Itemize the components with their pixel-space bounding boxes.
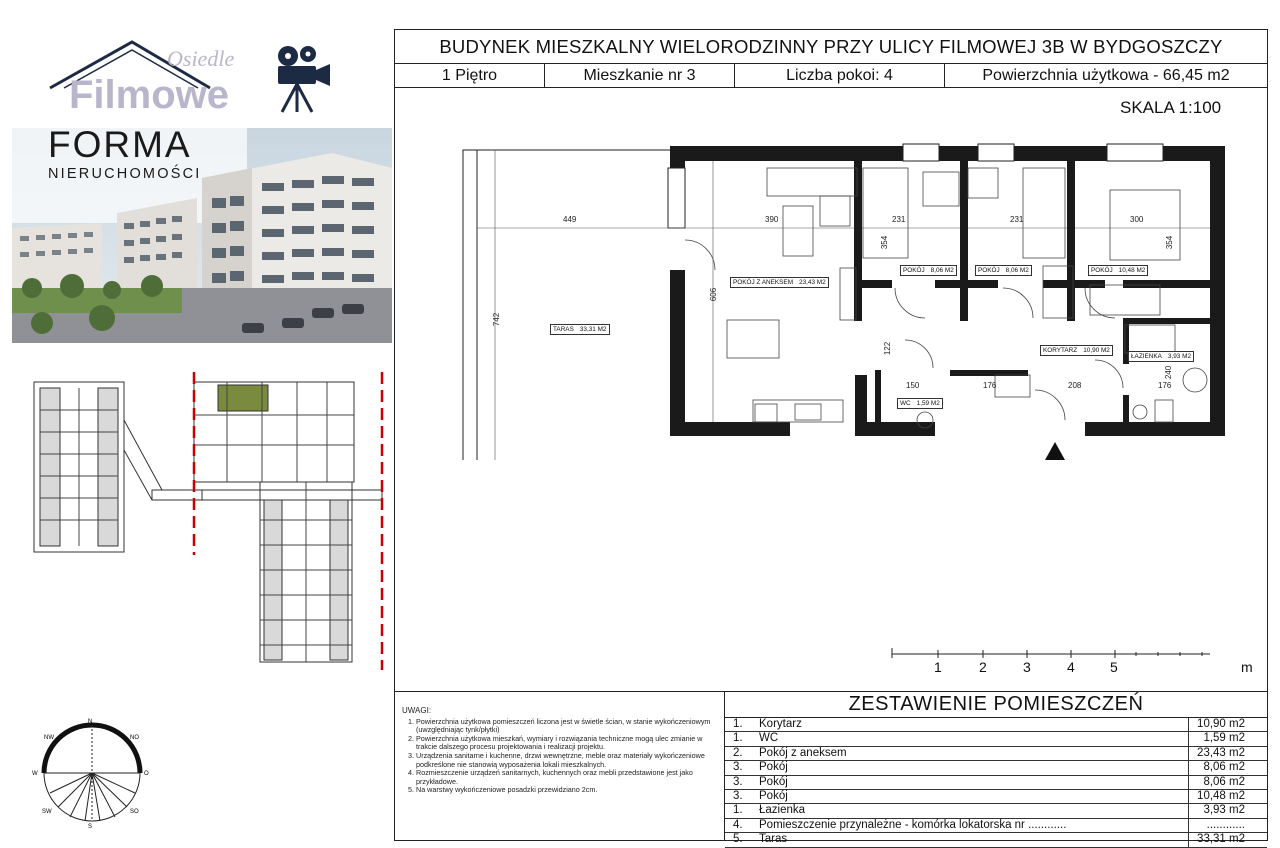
scale-tick-4: 4 (1067, 659, 1075, 675)
entrance-arrow-icon (1045, 442, 1065, 460)
compass-rose (30, 715, 160, 830)
note-item: 2. Powierzchnia użytkowa mieszkań, wymiary i rozwiązania techniczne mogą ulec zmianie w trakcie dalszego procesu projektowania i realizacji projektu. (416, 735, 712, 752)
logo (12, 28, 392, 128)
room-label-living: POKÓJ Z ANEKSEM 23,43 M2 (730, 277, 829, 288)
dim-hall-w1: 176 (983, 381, 997, 390)
compass-ne: NO (130, 735, 139, 741)
note-item: 5. Na warstwy wykończeniowe posadzki przewidziano 2cm. (416, 786, 712, 795)
apartment-label: Mieszkanie nr 3 (545, 64, 735, 87)
company-name: FORMA (48, 124, 192, 165)
dim-bath-h: 240 (1164, 365, 1174, 380)
dim-wc-w: 150 (906, 381, 920, 390)
logo-osiedle-text: Osiedle (167, 46, 235, 71)
note-item: 3. Urządzenia sanitarne i kuchenne, drzwi wewnętrzne, meble oraz materiały wykończeniowe podkreślone nie stanowią wyposażenia lokali mieszkalnych. (416, 752, 712, 769)
compass-nw: NW (44, 735, 54, 741)
dim-r3-h: 354 (1165, 235, 1175, 250)
compass-n: N (88, 719, 93, 725)
apartment-highlight (218, 385, 268, 411)
logo-filmowe-text: Filmowe (69, 73, 230, 117)
area-label: Powierzchnia użytkowa - 66,45 m2 (982, 66, 1230, 84)
room-label-hall: KORYTARZ 10,90 M2 (1040, 345, 1113, 356)
document-title: BUDYNEK MIESZKALNY WIELORODZINNY PRZY ULICY FILMOWEJ 3B W BYDGOSZCZY (395, 30, 1267, 64)
dim-hall-w2: 208 (1068, 381, 1082, 390)
floor-plan (395, 120, 1267, 460)
notes-heading: UWAGI: (402, 706, 432, 715)
compass-s: S (88, 824, 93, 830)
outer-walls (670, 146, 1225, 436)
header-info-row (395, 64, 1267, 88)
dim-hall-h: 122 (883, 341, 893, 356)
dim-living-h: 606 (709, 287, 719, 302)
room-label-terrace: TARAS 33,31 M2 (550, 324, 610, 335)
table-row: 3. Pokój 8,06 m2 (725, 761, 1267, 775)
terrace (463, 150, 670, 460)
compass-w: W (32, 771, 38, 777)
note-item: 4. Rozmieszczenie urządzeń sanitarnych, kuchennych oraz mebli przedstawione jest jako przykładowe. (416, 769, 712, 786)
table-row: 4. Pomieszczenie przynależne - komórka lokatorska nr ............ ............ (725, 819, 1267, 833)
compass-se: SO (130, 809, 139, 815)
dim-taras-h: 742 (492, 312, 502, 327)
summary-title: ZESTAWIENIE POMIESZCZEŃ (725, 692, 1267, 718)
room-label-bath: ŁAZIENKA 3,93 M2 (1128, 351, 1194, 362)
table-row: 2. Pokój z aneksem 23,43 m2 (725, 747, 1267, 761)
table-row: 3. Pokój 8,06 m2 (725, 776, 1267, 790)
dim-bath-w: 176 (1158, 381, 1172, 390)
scale-unit: m (1241, 659, 1253, 675)
scale-tick-3: 3 (1023, 659, 1031, 675)
scale-tick-1: 1 (934, 659, 942, 675)
logo-graphic (12, 28, 392, 128)
room-label-wc: WC 1,59 M2 (897, 398, 943, 409)
compass-e: O (144, 771, 149, 777)
table-row: 5. Taras 33,31 m2 (725, 833, 1267, 847)
room-label-r2: POKÓJ 8,06 M2 (975, 265, 1032, 276)
dim-r1-h: 354 (880, 235, 890, 250)
table-row: 1. WC 1,59 m2 (725, 732, 1267, 746)
site-plan (12, 360, 392, 680)
compass-sw: SW (42, 809, 52, 815)
company-subtitle: NIERUCHOMOŚCI (48, 166, 202, 182)
table-row: 1. Łazienka 3,93 m2 (725, 804, 1267, 818)
note-item: 1. Powierzchnia użytkowa pomieszczeń liczona jest w świetle ścian, w stanie wykończeniowym (uwzględniając tynk/płytki) (416, 718, 712, 735)
floor-label: 1 Piętro (395, 64, 545, 87)
scale-tick-5: 5 (1110, 659, 1118, 675)
scale-label: SKALA 1:100 (1120, 98, 1222, 117)
room-label-r1: POKÓJ 8,06 M2 (900, 265, 957, 276)
notes-section (402, 707, 712, 795)
film-camera-icon (278, 46, 330, 112)
table-row: 3. Pokój 10,48 m2 (725, 790, 1267, 804)
dim-r1-w: 231 (892, 215, 906, 224)
table-row: 1. Korytarz 10,90 m2 (725, 718, 1267, 732)
dim-r3-w: 300 (1130, 215, 1144, 224)
rooms-count-label: Liczba pokoi: 4 (735, 64, 945, 87)
dim-r2-w: 231 (1010, 215, 1024, 224)
dim-living-w: 390 (765, 215, 779, 224)
room-label-r3: POKÓJ 10,48 M2 (1088, 265, 1148, 276)
dim-taras-w: 449 (563, 215, 577, 224)
summary-table (725, 718, 1267, 848)
scale-tick-2: 2 (979, 659, 987, 675)
